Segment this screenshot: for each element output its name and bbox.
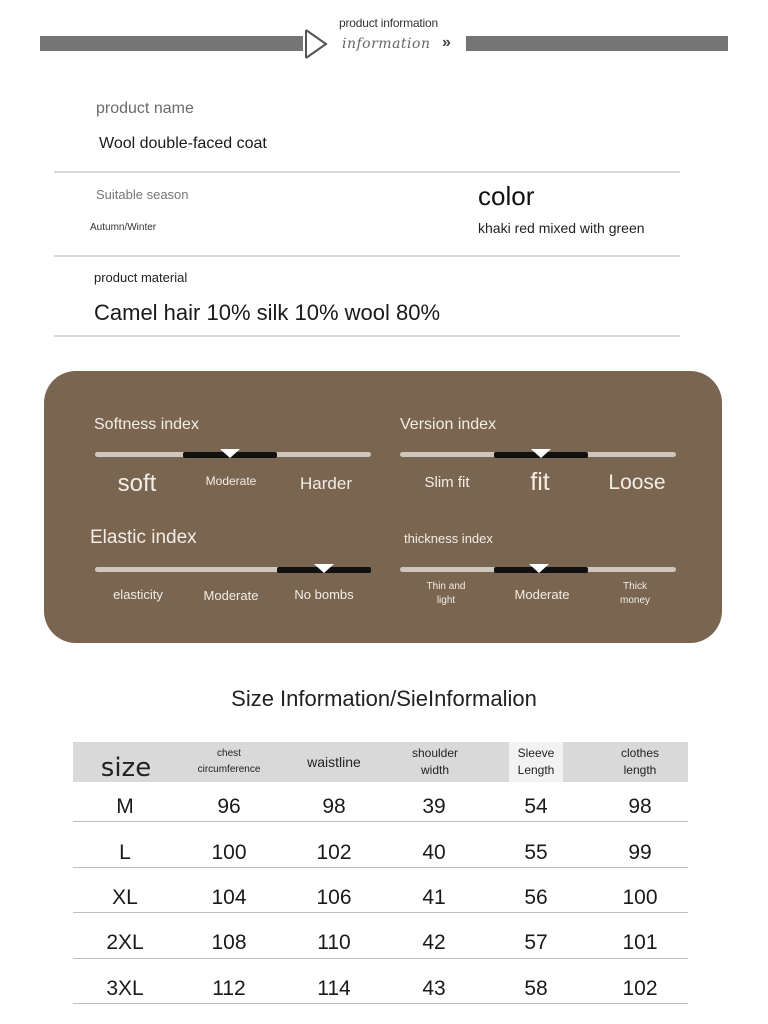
divider	[54, 335, 680, 337]
cell-shoulder: 40	[422, 841, 446, 864]
color-label: color	[478, 181, 535, 211]
version-option-fit: fit	[530, 468, 550, 496]
header-sleeve-length: Sleeve Length	[509, 742, 563, 782]
header-size: size	[100, 753, 152, 783]
header-shoulder-width: shoulder width	[411, 746, 459, 777]
material-label: product material	[94, 270, 188, 285]
header-chest-circumference: chest circumference	[197, 748, 261, 775]
table-row-divider	[73, 821, 688, 822]
material-value: Camel hair 10% silk 10% wool 80%	[94, 300, 441, 325]
softness-option-harder: Harder	[300, 474, 352, 493]
version-option-loose: Loose	[608, 471, 666, 494]
cell-size: L	[119, 841, 131, 864]
cell-sleeve: 55	[524, 841, 548, 864]
thickness-option-moderate: Moderate	[514, 587, 570, 602]
version-option-slim-fit: Slim fit	[424, 474, 470, 491]
banner-script-text: information	[342, 36, 431, 52]
cell-waist: 102	[316, 841, 352, 864]
cell-shoulder: 39	[422, 795, 446, 818]
table-row-divider	[73, 958, 688, 959]
product-name-label: product name	[96, 100, 194, 117]
cell-size: 2XL	[106, 931, 144, 954]
cell-sleeve: 58	[524, 977, 548, 1000]
season-label: Suitable season	[96, 187, 189, 202]
cell-size: M	[116, 795, 134, 818]
elastic-option-elasticity: elasticity	[113, 587, 163, 602]
table-row-divider	[73, 867, 688, 868]
cell-shoulder: 43	[422, 977, 446, 1000]
elastic-option-no-bombs: No bombs	[294, 587, 354, 602]
cell-waist: 110	[317, 931, 351, 954]
cell-length: 99	[628, 841, 652, 864]
cell-sleeve: 54	[524, 795, 548, 818]
elastic-index-title: Elastic index	[90, 527, 197, 548]
cell-chest: 104	[211, 886, 247, 909]
chevron-right-icon	[302, 28, 330, 60]
cell-sleeve: 57	[524, 931, 548, 954]
version-index-title: Version index	[400, 416, 497, 433]
thickness-index-title: thickness index	[404, 531, 493, 546]
softness-index-title: Softness index	[94, 416, 199, 433]
cell-chest: 112	[212, 977, 246, 1000]
season-value: Autumn/Winter	[90, 222, 157, 233]
banner-bar-right	[466, 36, 728, 51]
divider	[54, 255, 680, 257]
elastic-option-moderate: Moderate	[203, 588, 259, 603]
cell-chest: 100	[211, 841, 247, 864]
product-name-value: Wool double-faced coat	[99, 135, 267, 152]
cell-length: 102	[622, 977, 658, 1000]
softness-option-soft: soft	[117, 470, 157, 497]
cell-waist: 114	[317, 977, 351, 1000]
cell-chest: 108	[211, 931, 247, 954]
cell-length: 101	[622, 931, 658, 954]
color-value: khaki red mixed with green	[478, 220, 645, 236]
thickness-option-thick-money: Thick money	[619, 581, 650, 606]
table-row-divider	[73, 1003, 688, 1004]
cell-size: XL	[112, 886, 138, 909]
cell-waist: 106	[316, 886, 352, 909]
cell-length: 98	[628, 795, 652, 818]
cell-shoulder: 41	[422, 886, 446, 909]
divider	[54, 171, 680, 173]
banner-title: product information	[339, 16, 438, 30]
double-chevron-icon: »	[442, 34, 451, 51]
cell-size: 3XL	[106, 977, 144, 1000]
thickness-pointer-icon	[529, 564, 549, 573]
header-waistline: waistline	[307, 754, 361, 770]
softness-pointer-icon	[220, 449, 240, 458]
cell-waist: 98	[322, 795, 346, 818]
cell-shoulder: 42	[422, 931, 446, 954]
thickness-option-thin-and-light: Thin and light	[426, 581, 466, 606]
version-pointer-icon	[531, 449, 551, 458]
size-table-header	[73, 742, 688, 782]
banner-bar-left	[40, 36, 303, 51]
elastic-pointer-icon	[314, 564, 334, 573]
cell-sleeve: 56	[524, 886, 548, 909]
header-clothes-length: clothes length	[620, 746, 660, 777]
cell-length: 100	[622, 886, 658, 909]
table-row-divider	[73, 912, 688, 913]
softness-option-moderate: Moderate	[205, 474, 257, 488]
cell-chest: 96	[217, 795, 241, 818]
size-table-title: Size Information/SieInformalion	[231, 686, 537, 711]
